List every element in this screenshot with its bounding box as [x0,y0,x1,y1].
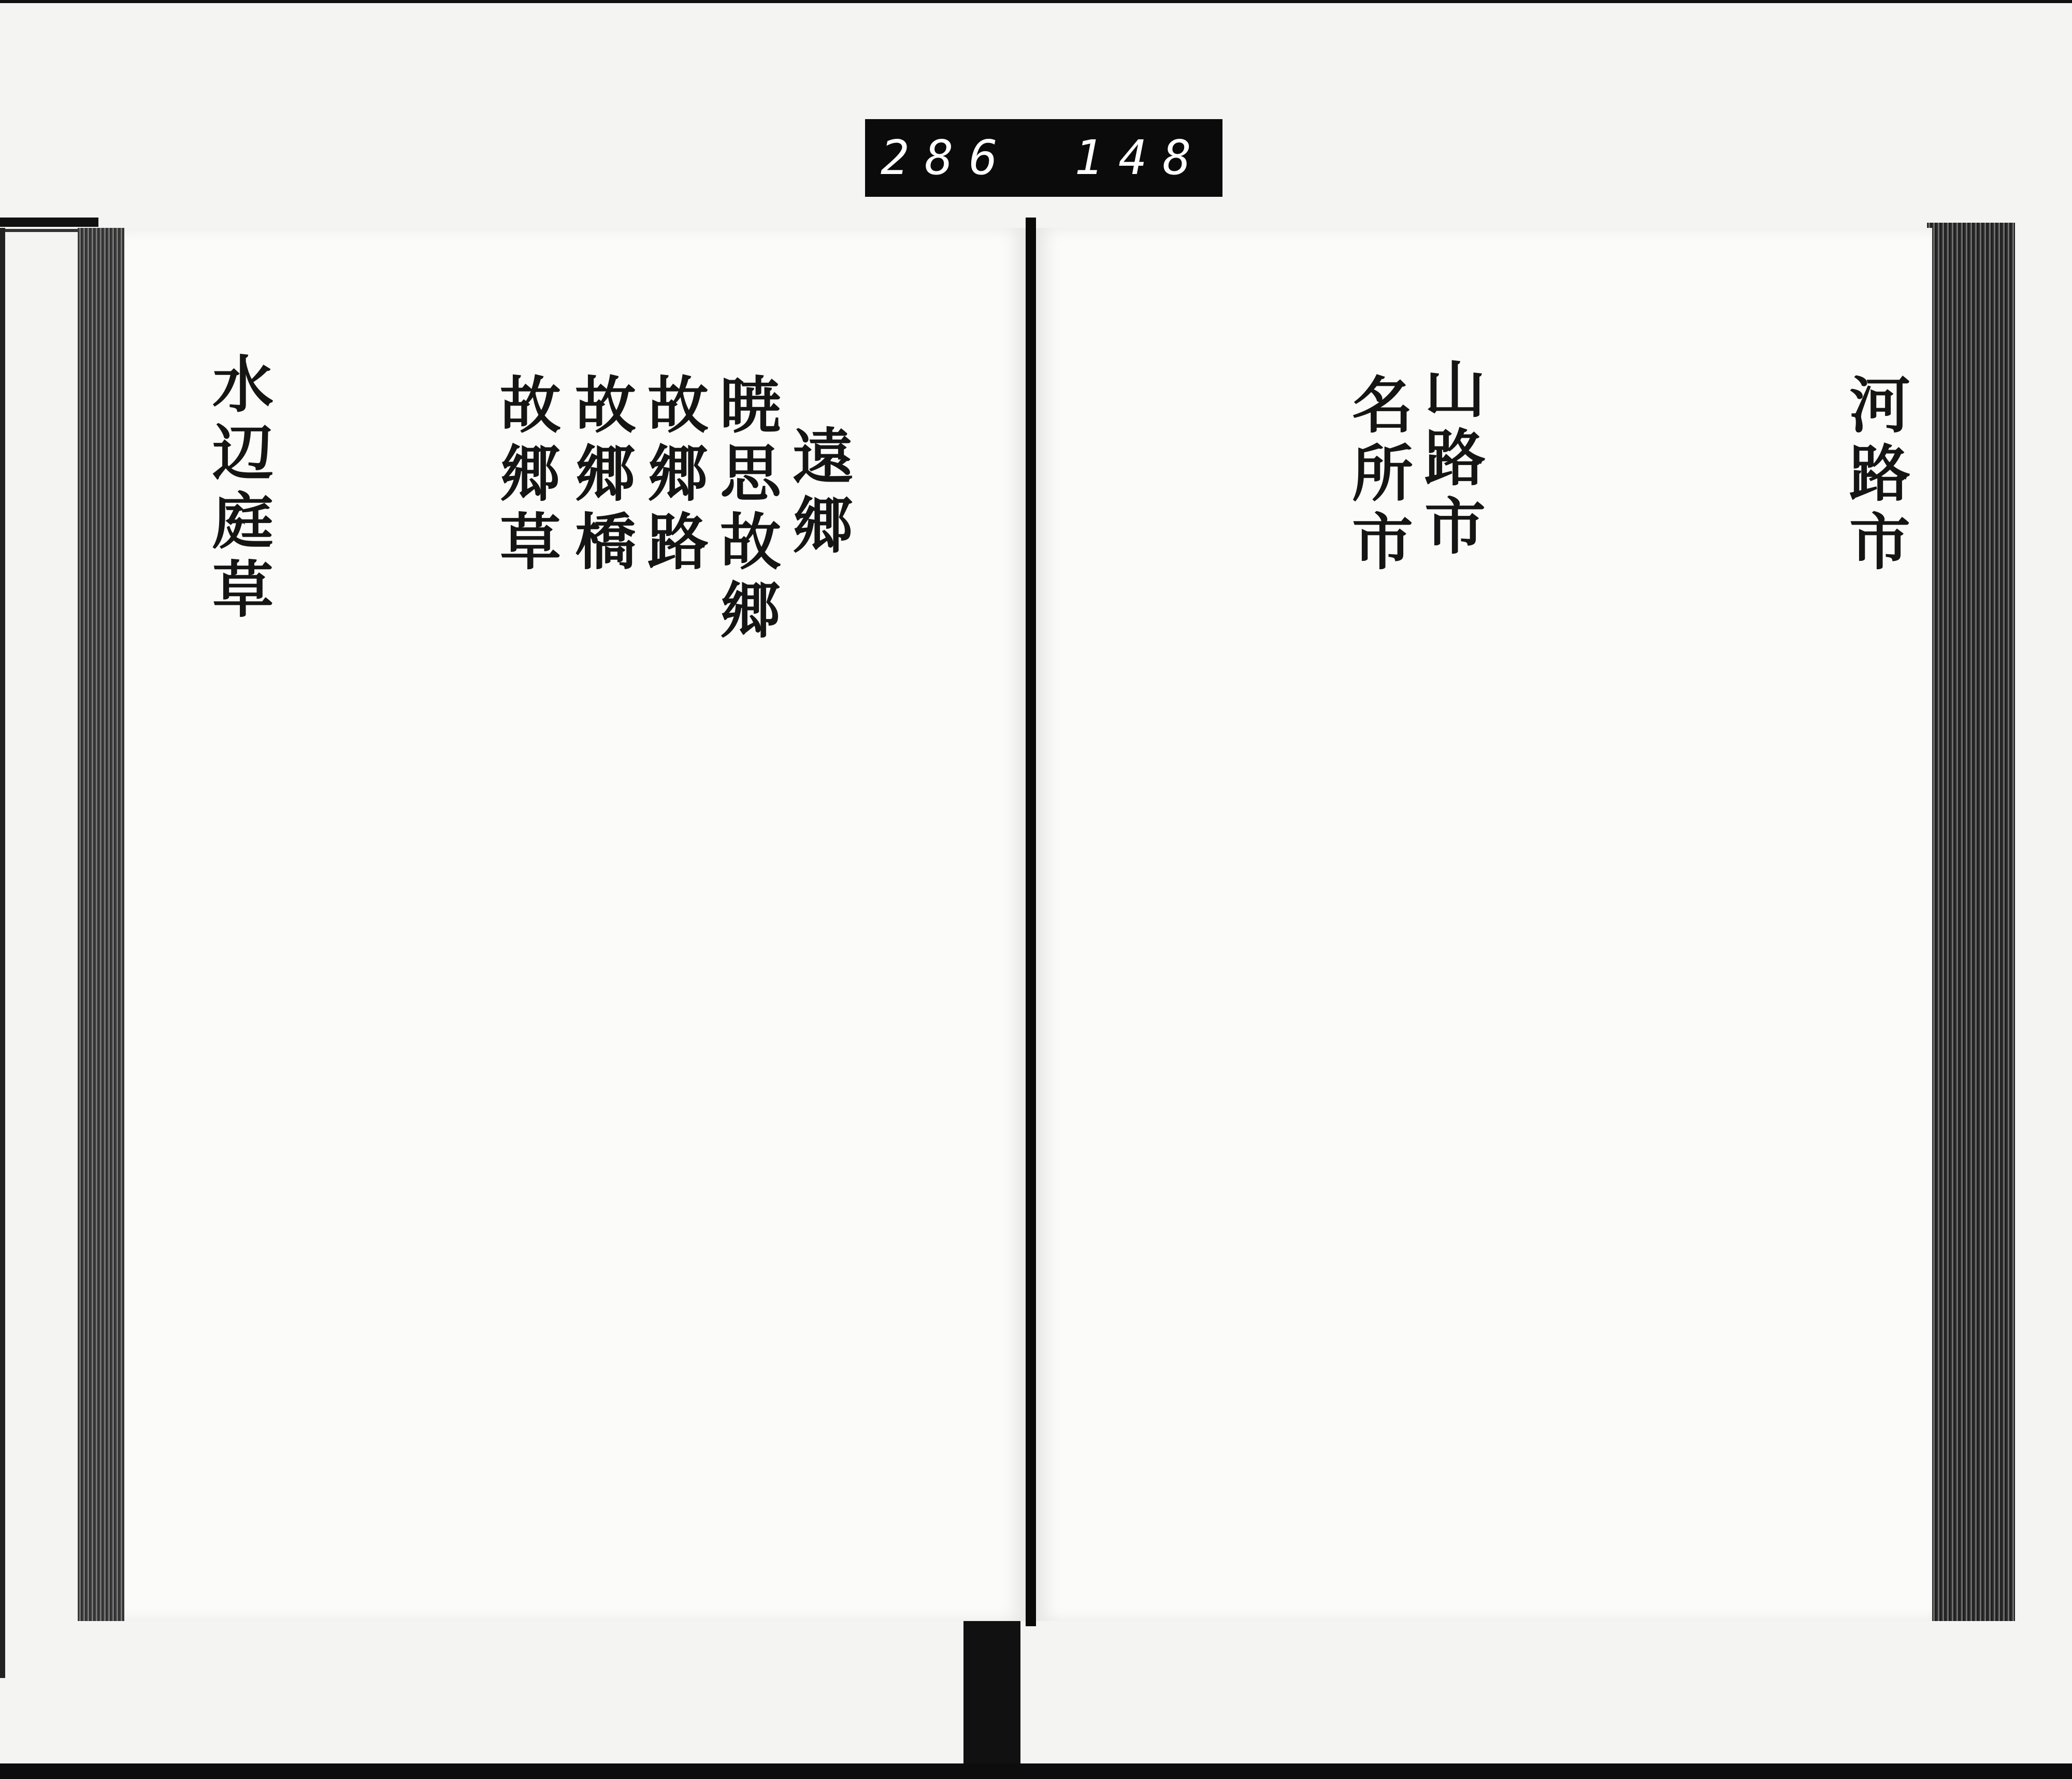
left-page [124,228,1026,1621]
page-number-left: 286 [881,130,1014,185]
section-heading: 水辺庭草 [202,352,274,626]
section-heading: 故郷路 [637,373,709,578]
section-heading: 故郷橋 [565,373,637,578]
section-heading: 山路市 [1414,357,1486,562]
spine-shadow [963,1621,1020,1766]
section-heading: 暁思故郷 [710,373,782,646]
book-gutter [1026,218,1036,1626]
section-heading: 遠郷 [782,425,854,561]
section-heading: 名所市 [1342,373,1414,578]
top-border [0,0,2072,3]
open-book [78,218,2015,1631]
page-number-right: 148 [1074,130,1207,185]
frame-line [0,228,5,1678]
page-edges-right [1927,223,2015,1621]
page-number-label [865,119,1222,197]
section-heading: 河路市 [1839,373,1911,578]
right-page [1036,228,1932,1621]
bottom-border [0,1763,2072,1779]
page-edges-left [78,228,130,1621]
section-heading: 故郷草 [490,373,562,578]
